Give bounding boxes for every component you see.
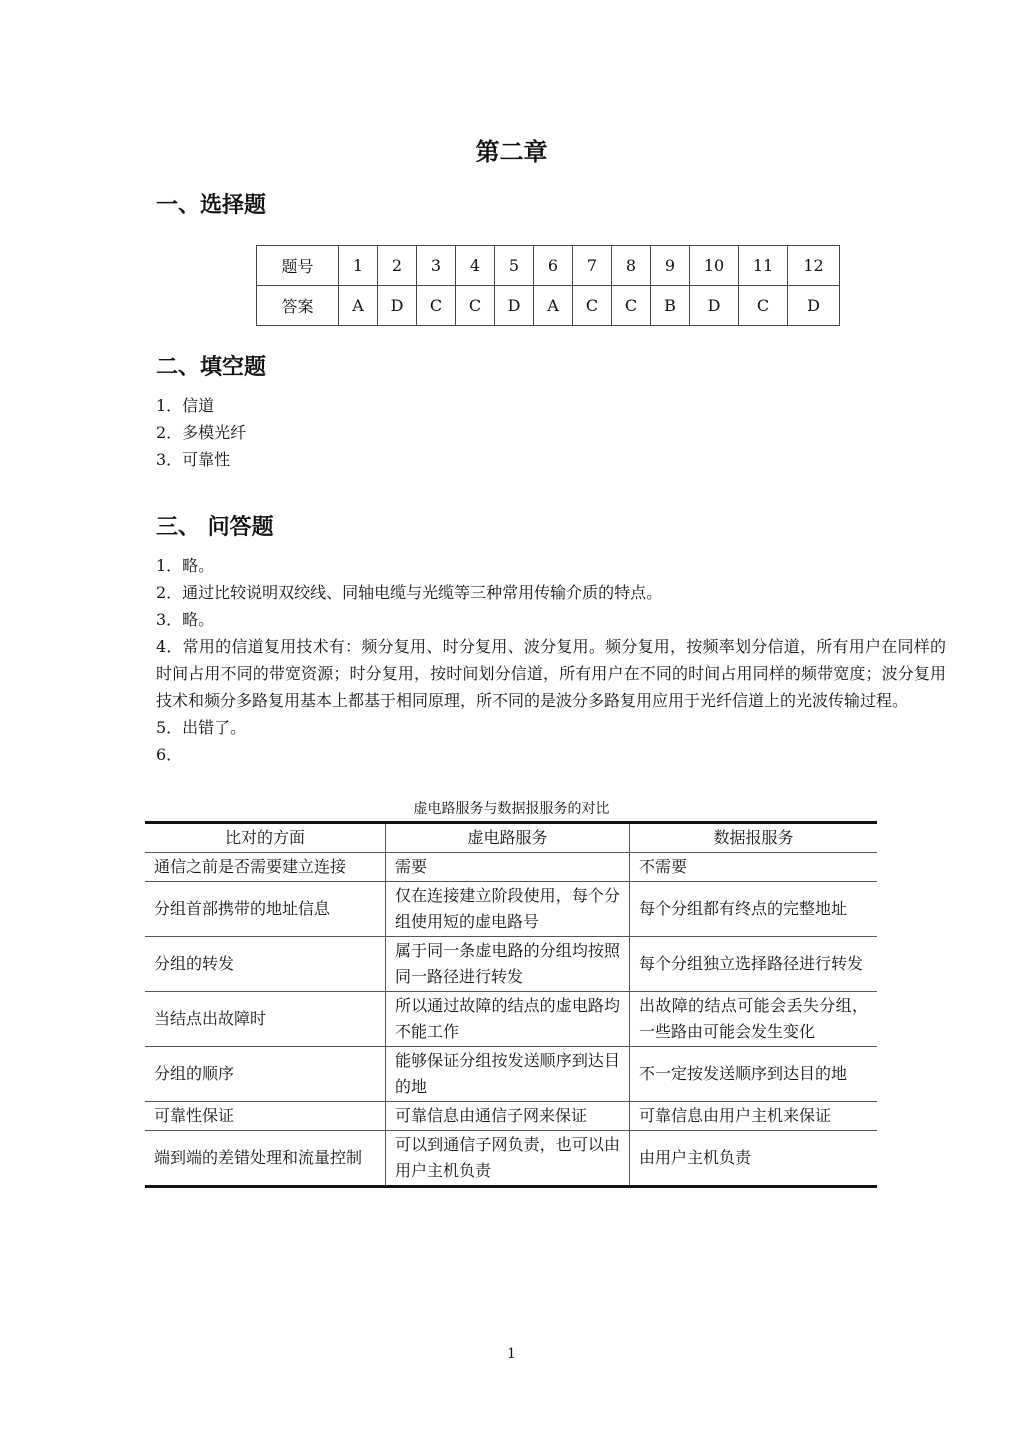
aspect-cell: 分组的顺序 [145,1047,386,1102]
answer-cell: D [495,286,534,326]
aspect-cell: 当结点出故障时 [145,992,386,1047]
virtual-circuit-cell: 可靠信息由通信子网来保证 [386,1102,630,1131]
table-row [145,937,877,992]
table-row [145,853,877,882]
virtual-circuit-cell: 能够保证分组按发送顺序到达目的地 [386,1047,630,1102]
virtual-circuit-cell: 需要 [386,853,630,882]
answer-cell: A [534,286,573,326]
chapter-title: 第二章 [475,138,548,166]
question-number-cell: 2 [378,246,417,286]
question-number-cell: 5 [495,246,534,286]
question-number-cell: 11 [739,246,788,286]
table-row [145,1047,877,1102]
virtual-circuit-cell: 可以到通信子网负责，也可以由用户主机负责 [386,1131,630,1187]
answer-cell: B [651,286,690,326]
fill-answer-item: 1．信道 [156,396,215,415]
virtual-circuit-cell: 属于同一条虚电路的分组均按照同一路径进行转发 [386,937,630,992]
row-header-number: 题号 [257,246,339,286]
aspect-cell: 通信之前是否需要建立连接 [145,853,386,882]
table-row [145,882,877,937]
choice-answer-row [257,286,840,326]
answer-cell: A [339,286,378,326]
qa-section-heading: 三、 问答题 [156,515,274,540]
fill-answer-item: 3．可靠性 [156,450,231,469]
virtual-circuit-cell: 仅在连接建立阶段使用，每个分组使用短的虚电路号 [386,882,630,937]
choice-section-heading: 一、选择题 [156,193,267,218]
question-number-cell: 12 [788,246,840,286]
column-header: 虚电路服务 [386,823,630,853]
question-number-cell: 3 [417,246,456,286]
question-number-cell: 1 [339,246,378,286]
virtual-circuit-cell: 所以通过故障的结点的虚电路均不能工作 [386,992,630,1047]
question-number-cell: 4 [456,246,495,286]
page-number: 1 [507,1346,516,1362]
answer-cell: D [690,286,739,326]
question-number-cell: 10 [690,246,739,286]
answer-cell: C [456,286,495,326]
comparison-table-caption: 虚电路服务与数据报服务的对比 [413,801,610,817]
answer-cell: C [612,286,651,326]
aspect-cell: 分组首部携带的地址信息 [145,882,386,937]
answer-cell: C [573,286,612,326]
answer-cell: D [788,286,840,326]
datagram-cell: 不一定按发送顺序到达目的地 [630,1047,878,1102]
aspect-cell: 端到端的差错处理和流量控制 [145,1131,386,1187]
qa-answer-item: 3．略。 [156,610,215,629]
qa-answer-item: 2．通过比较说明双绞线、同轴电缆与光缆等三种常用传输介质的特点。 [156,583,663,602]
datagram-cell: 不需要 [630,853,878,882]
aspect-cell: 可靠性保证 [145,1102,386,1131]
fill-answer-list [156,392,246,473]
fill-answer-item: 2．多模光纤 [156,423,247,442]
datagram-cell: 每个分组独立选择路径进行转发 [630,937,878,992]
column-header: 数据报服务 [630,823,878,853]
datagram-cell: 可靠信息由用户主机来保证 [630,1102,878,1131]
table-row [145,992,877,1047]
datagram-cell: 出故障的结点可能会丢失分组，一些路由可能会发生变化 [630,992,878,1047]
row-header-answer: 答案 [257,286,339,326]
answer-cell: C [739,286,788,326]
question-number-cell: 6 [534,246,573,286]
qa-answer-item: 4．常用的信道复用技术有：频分复用、时分复用、波分复用。频分复用，按频率划分信道，所有用户在同样的时间占用不同的带宽资源；时分复用，按时间划分信道，所有用户在不同的时间占用同样的频带宽度；波分复用技术和频分多路复用基本上都基于相同原理，所不同的是波分多路复用应用于光纤信道上的光波传输过程。 [156,637,946,710]
datagram-cell: 每个分组都有终点的完整地址 [630,882,878,937]
qa-answer-item: 6． [156,745,183,764]
table-row [145,1102,877,1131]
question-number-cell: 9 [651,246,690,286]
qa-answer-item: 5．出错了。 [156,718,247,737]
question-number-cell: 7 [573,246,612,286]
qa-answer-list [156,552,946,768]
comparison-header-row [145,823,877,853]
choice-answer-table [256,245,840,326]
fill-section-heading: 二、填空题 [156,355,267,380]
qa-answer-item: 1．略。 [156,556,215,575]
table-row [145,1131,877,1187]
aspect-cell: 分组的转发 [145,937,386,992]
datagram-cell: 由用户主机负责 [630,1131,878,1187]
question-number-cell: 8 [612,246,651,286]
answer-cell: C [417,286,456,326]
column-header: 比对的方面 [145,823,386,853]
choice-number-row [257,246,840,286]
comparison-table [145,821,877,1188]
answer-cell: D [378,286,417,326]
